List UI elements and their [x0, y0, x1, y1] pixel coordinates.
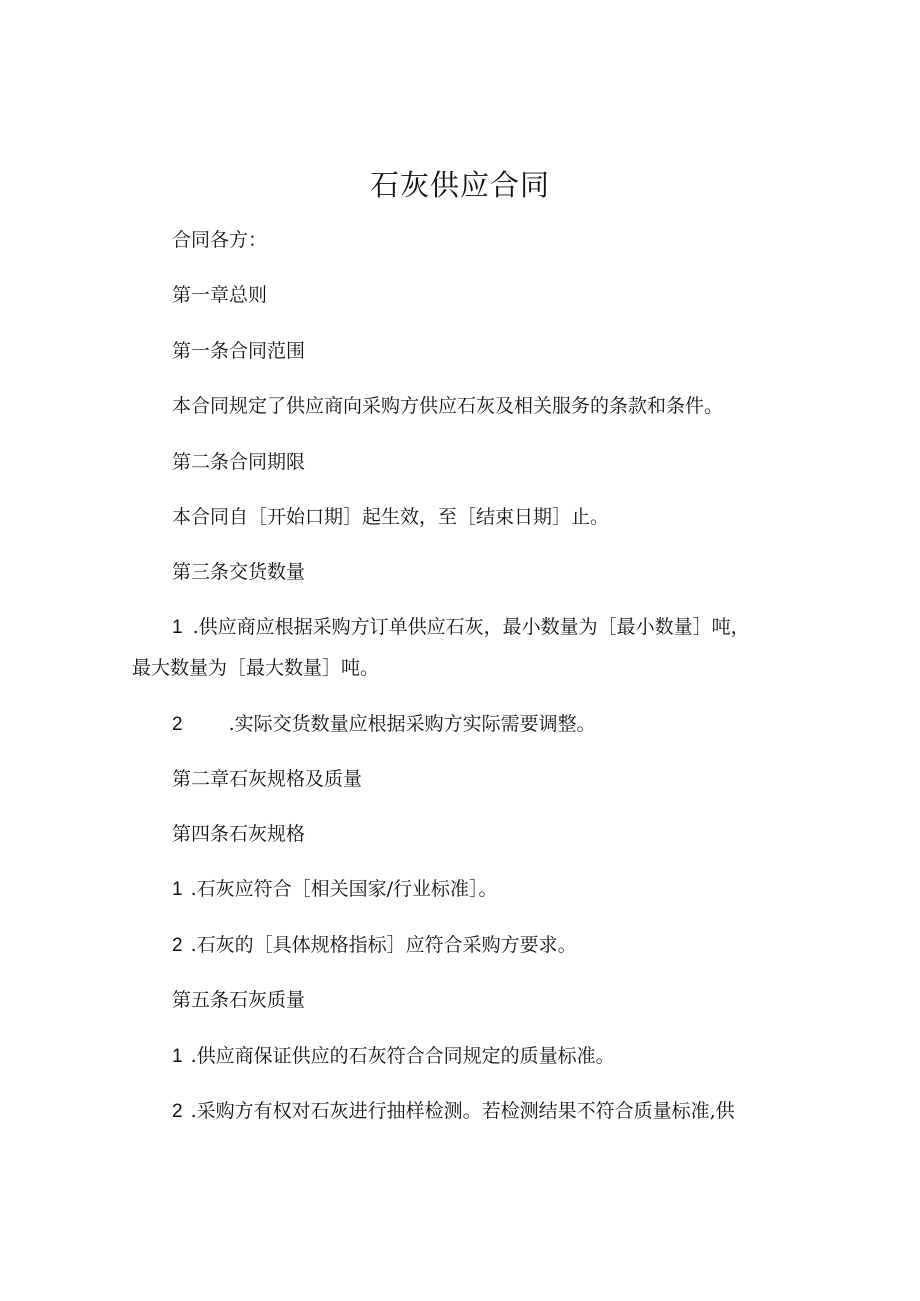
line-text: 本合同规定了供应商向采购方供应石灰及相关服务的条款和条件。: [172, 395, 724, 417]
list-item: [172, 615, 750, 640]
line-text: 第二章石灰规格及质量: [172, 768, 363, 790]
line-text: .实际交货数量应根据采购方实际需要调整。: [228, 713, 596, 735]
line-text: 第一章总则: [172, 284, 268, 306]
line-text: 合同各方：: [172, 229, 268, 251]
article-heading: [172, 822, 305, 846]
line-text: 本合同自［开始口期］起生效，至［结束日期］止。: [172, 506, 610, 528]
line-text: 第一条合同范围: [172, 340, 306, 362]
line-text: 第四条石灰规格: [172, 823, 306, 845]
chapter-heading: [172, 767, 362, 791]
parties-line: [172, 228, 267, 252]
paragraph-line: [172, 394, 723, 418]
article-heading: [172, 560, 305, 584]
item-number: 1: [172, 879, 183, 900]
line-text: 最大数量为［最大数量］吨。: [132, 657, 380, 679]
paragraph-line: [172, 505, 609, 529]
list-item: [172, 933, 577, 958]
line-text: 第三条交货数量: [172, 561, 306, 583]
document-title: 石灰供应合同: [369, 168, 550, 202]
article-heading: [172, 988, 305, 1012]
item-number: 1: [172, 1046, 183, 1067]
item-number: 2: [172, 1101, 183, 1122]
chapter-heading: [172, 283, 267, 307]
line-text: 第二条合同期限: [172, 451, 306, 473]
list-item: [172, 1099, 735, 1124]
line-text: .石灰的［具体规格指标］应符合采购方要求。: [190, 934, 577, 956]
line-text: 第五条石灰质量: [172, 989, 306, 1011]
item-number: 2: [172, 935, 183, 956]
line-text: .供应商应根据采购方订单供应石灰，最小数量为［最小数量］吨，: [192, 616, 750, 638]
list-item: [172, 712, 596, 737]
article-heading: [172, 450, 305, 474]
article-heading: [172, 339, 305, 363]
paragraph-continuation: [132, 656, 379, 680]
line-text: .采购方有权对石灰进行抽样检测。若检测结果不符合质量标准,供: [190, 1100, 735, 1122]
list-item: [172, 1044, 615, 1069]
line-text: .供应商保证供应的石灰符合合同规定的质量标准。: [190, 1045, 615, 1067]
item-number: 2: [172, 714, 183, 735]
item-number: 1: [172, 617, 183, 638]
list-item: [172, 877, 498, 902]
line-text: .石灰应符合［相关国家/行业标准］。: [190, 878, 498, 900]
